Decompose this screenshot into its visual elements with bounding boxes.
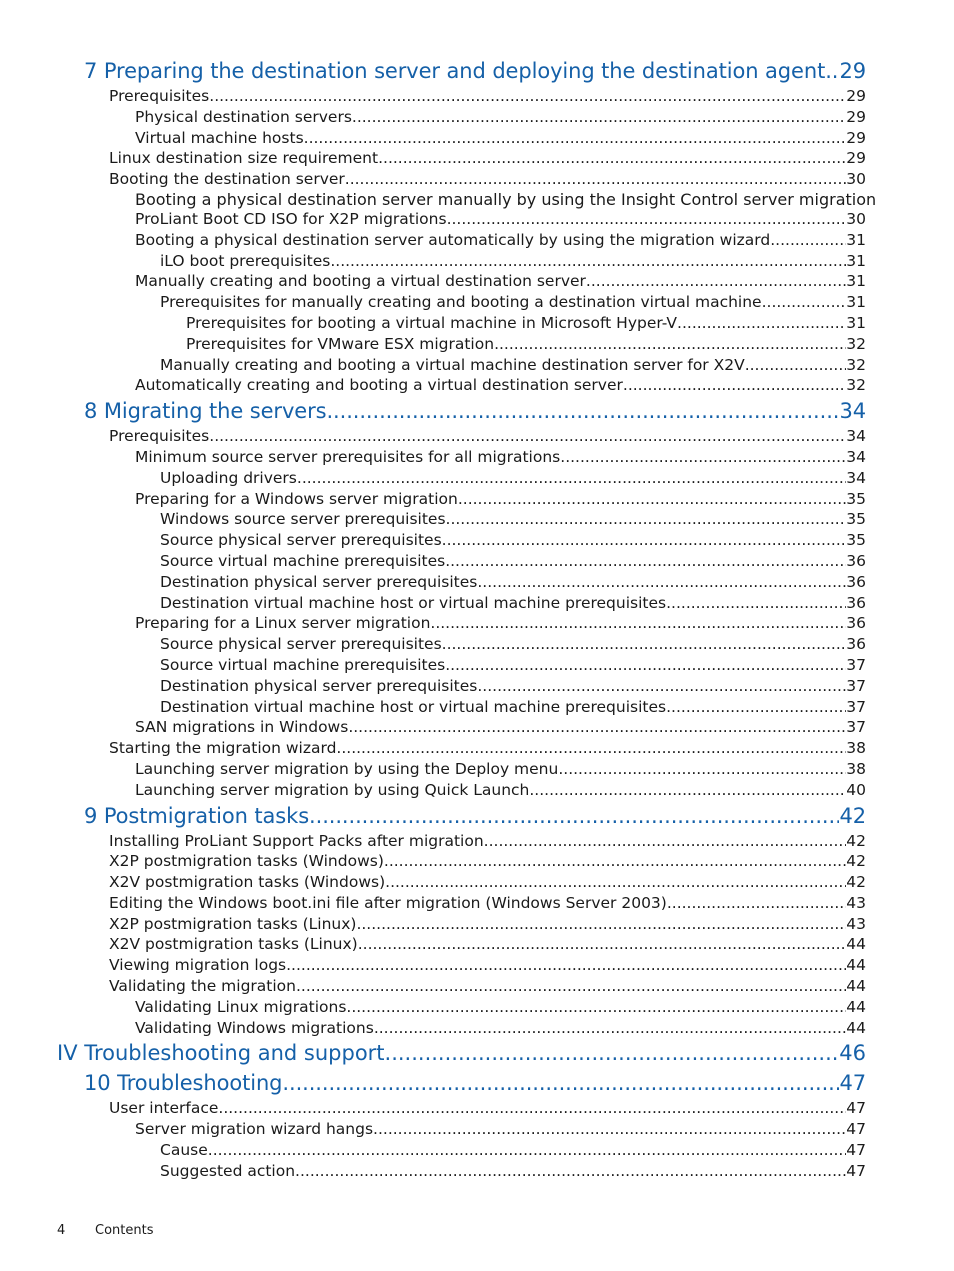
toc-entry-title: Suggested action: [160, 1161, 296, 1180]
toc-entry-title: Source physical server prerequisites: [160, 531, 442, 550]
toc-entry[interactable]: [0, 634, 954, 655]
toc-entry[interactable]: [0, 148, 954, 169]
dot-leader: [326, 396, 839, 426]
toc-entry-page: 30: [846, 209, 866, 228]
toc-entry-title: Editing the Windows boot.ini file after migration (Windows Server 2003): [109, 893, 667, 912]
table-of-contents: [0, 56, 954, 1182]
toc-entry-page: 44: [846, 935, 866, 954]
toc-entry-title: iLO boot prerequisites: [160, 251, 331, 270]
toc-entry-title: 8 Migrating the servers: [84, 399, 327, 424]
toc-entry-page: 35: [846, 489, 866, 508]
toc-entry[interactable]: [0, 1018, 954, 1039]
toc-entry[interactable]: [0, 831, 954, 852]
toc-heading-entry[interactable]: [0, 1068, 954, 1098]
toc-entry-page: 31: [846, 230, 866, 249]
toc-entry[interactable]: [0, 613, 954, 634]
toc-entry[interactable]: [0, 697, 954, 718]
toc-entry-page: 36: [846, 614, 866, 633]
dot-leader: [356, 914, 846, 935]
toc-entry-title: Prerequisites for manually creating and booting a destination virtual machine: [160, 293, 762, 312]
toc-entry[interactable]: [0, 738, 954, 759]
toc-entry[interactable]: [0, 271, 954, 292]
toc-entry[interactable]: [0, 169, 954, 190]
toc-entry[interactable]: [0, 355, 954, 376]
toc-entry-title: Prerequisites for VMware ESX migration: [186, 334, 495, 353]
toc-entry[interactable]: [0, 128, 954, 149]
toc-entry-page: 31: [846, 251, 866, 270]
toc-entry-page: 36: [846, 551, 866, 570]
dot-leader: [330, 251, 846, 272]
dot-leader: [586, 271, 846, 292]
toc-entry-title: Linux destination size requirement: [109, 149, 379, 168]
toc-entry[interactable]: [0, 489, 954, 510]
toc-entry[interactable]: [0, 509, 954, 530]
dot-leader: [770, 230, 846, 251]
toc-entry-page: 37: [846, 655, 866, 674]
toc-entry-page: 42: [846, 831, 866, 850]
toc-entry[interactable]: [0, 759, 954, 780]
dot-leader: [442, 634, 847, 655]
toc-entry-title: Preparing for a Linux server migration: [135, 614, 431, 633]
toc-entry-title: Launching server migration by using the Deploy menu: [135, 759, 559, 778]
toc-entry-title: Manually creating and booting a virtual machine destination server for X2V: [160, 355, 745, 374]
dot-leader: [345, 169, 846, 190]
toc-entry-page: 35: [846, 510, 866, 529]
toc-entry[interactable]: [0, 375, 954, 396]
toc-entry[interactable]: [0, 230, 954, 251]
toc-entry[interactable]: [0, 955, 954, 976]
toc-entry-page: 34: [846, 427, 866, 446]
toc-entry-page: 29: [846, 128, 866, 147]
toc-entry[interactable]: [0, 313, 954, 334]
toc-entry-page: 47: [846, 1141, 866, 1160]
toc-entry-title: Destination virtual machine host or virtual machine prerequisites: [160, 697, 667, 716]
toc-entry-page: 42: [846, 873, 866, 892]
toc-entry-title: Preparing for a Windows server migration: [135, 489, 458, 508]
toc-entry-title: Source virtual machine prerequisites: [160, 655, 446, 674]
toc-entry-page: 43: [846, 914, 866, 933]
toc-entry-title: IV Troubleshooting and support: [57, 1041, 385, 1066]
dot-leader: [745, 355, 847, 376]
toc-entry[interactable]: [0, 997, 954, 1018]
toc-entry-title: X2V postmigration tasks (Linux): [109, 935, 358, 954]
dot-leader: [358, 934, 847, 955]
toc-entry-page: 34: [839, 399, 866, 424]
dot-leader: [374, 1018, 846, 1039]
toc-entry-title: SAN migrations in Windows: [135, 718, 349, 737]
dot-leader: [825, 56, 839, 86]
dot-leader: [385, 1038, 840, 1068]
toc-entry-title: 7 Preparing the destination server and deploying the destination agent: [84, 59, 826, 83]
toc-entry-title: Validating Windows migrations: [135, 1018, 374, 1037]
toc-entry-page: 29: [846, 87, 866, 105]
toc-entry[interactable]: [0, 530, 954, 551]
footer-page-number: 4: [57, 1223, 66, 1238]
dot-leader: [286, 955, 846, 976]
toc-entry-title: Destination physical server prerequisites: [160, 676, 478, 695]
toc-entry[interactable]: [0, 1140, 954, 1161]
dot-leader: [209, 426, 846, 447]
toc-entry-page: 42: [846, 852, 866, 871]
dot-leader: [209, 86, 846, 107]
dot-leader: [208, 1140, 847, 1161]
toc-entry[interactable]: [0, 426, 954, 447]
toc-entry-page: 42: [839, 803, 866, 828]
dot-leader: [447, 209, 847, 230]
toc-entry-title: Validating Linux migrations: [135, 997, 347, 1016]
dot-leader: [295, 1161, 846, 1182]
toc-entry[interactable]: [0, 655, 954, 676]
toc-entry-title: Minimum source server prerequisites for all migrations: [135, 447, 561, 466]
toc-entry-page: 44: [846, 977, 866, 996]
toc-entry[interactable]: [0, 292, 954, 313]
toc-entry-page: 30: [846, 170, 866, 189]
toc-entry-page: 37: [846, 697, 866, 716]
toc-entry-page: 47: [846, 1120, 866, 1139]
toc-entry-title: Starting the migration wizard: [109, 739, 337, 758]
toc-entry[interactable]: [0, 1098, 954, 1119]
toc-entry[interactable]: [0, 1161, 954, 1182]
toc-entry[interactable]: [0, 1119, 954, 1140]
toc-entry-page: 36: [846, 635, 866, 654]
dot-leader: [446, 509, 847, 530]
dot-leader: [218, 1098, 846, 1119]
toc-entry-page: 44: [846, 1018, 866, 1037]
toc-entry-title: X2P postmigration tasks (Linux): [109, 914, 357, 933]
dot-leader: [494, 334, 846, 355]
toc-entry-page: 32: [846, 376, 866, 395]
dot-leader: [560, 447, 846, 468]
toc-entry-title: Viewing migration logs: [109, 956, 287, 975]
toc-heading-entry[interactable]: [0, 56, 954, 86]
toc-entry[interactable]: [0, 334, 954, 355]
toc-entry-page: 47: [839, 1071, 866, 1096]
page-footer: [57, 1223, 153, 1238]
dot-leader: [336, 738, 846, 759]
toc-entry-page: 34: [846, 447, 866, 466]
dot-leader: [666, 697, 846, 718]
toc-entry-page: 36: [846, 572, 866, 591]
toc-entry-title: Launching server migration by using Quick Launch: [135, 780, 530, 799]
toc-entry-title: User interface: [109, 1099, 219, 1118]
dot-leader: [348, 717, 846, 738]
toc-entry-page: 43: [846, 893, 866, 912]
toc-entry-page: 44: [846, 956, 866, 975]
dot-leader: [352, 107, 846, 128]
dot-leader: [762, 292, 847, 313]
dot-leader: [378, 148, 846, 169]
dot-leader: [297, 468, 846, 489]
toc-entry-title: ProLiant Boot CD ISO for X2P migrations: [135, 209, 447, 228]
toc-entry-title: Prerequisites: [109, 87, 210, 105]
toc-entry[interactable]: [0, 717, 954, 738]
toc-entry-page: 31: [846, 293, 866, 312]
dot-leader: [445, 551, 846, 572]
dot-leader: [309, 801, 839, 831]
toc-entry[interactable]: [0, 468, 954, 489]
toc-entry[interactable]: [0, 86, 954, 107]
dot-leader: [623, 375, 846, 396]
toc-entry-title: Physical destination servers: [135, 107, 352, 126]
toc-entry-title: Source virtual machine prerequisites: [160, 551, 446, 570]
toc-entry[interactable]: [0, 572, 954, 593]
dot-leader: [458, 489, 846, 510]
toc-entry-title: Cause: [160, 1141, 208, 1160]
toc-entry-page: 47: [846, 1099, 866, 1118]
dot-leader: [384, 851, 846, 872]
toc-entry[interactable]: [0, 107, 954, 128]
toc-entry[interactable]: [0, 914, 954, 935]
dot-leader: [529, 780, 846, 801]
toc-entry[interactable]: [0, 551, 954, 572]
toc-entry-title: Prerequisites for booting a virtual machine in Microsoft Hyper-V: [186, 313, 678, 332]
dot-leader: [558, 759, 846, 780]
toc-entry-page: 31: [846, 272, 866, 291]
toc-entry-page: 37: [846, 718, 866, 737]
dot-leader: [282, 1068, 839, 1098]
dot-leader: [346, 997, 846, 1018]
dot-leader: [445, 655, 846, 676]
toc-entry[interactable]: [0, 893, 954, 914]
toc-entry-page: 29: [846, 149, 866, 168]
toc-heading-entry[interactable]: [0, 396, 954, 426]
toc-entry-page: 29: [839, 59, 866, 83]
toc-entry-title: Prerequisites: [109, 427, 210, 446]
toc-entry[interactable]: [0, 780, 954, 801]
toc-entry-title: Destination virtual machine host or virtual machine prerequisites: [160, 593, 667, 612]
toc-entry-title: Source physical server prerequisites: [160, 635, 442, 654]
toc-entry-title: Uploading drivers: [160, 468, 297, 487]
toc-entry-page: 40: [846, 780, 866, 799]
toc-entry[interactable]: [0, 676, 954, 697]
toc-entry-page: 44: [846, 997, 866, 1016]
toc-entry-title: Manually creating and booting a virtual destination server: [135, 272, 586, 291]
toc-entry-page: 34: [846, 468, 866, 487]
toc-entry-title: Booting a physical destination server automatically by using the migration wizard: [135, 230, 771, 249]
toc-entry-title: 9 Postmigration tasks: [84, 803, 310, 828]
toc-entry-page: 37: [846, 676, 866, 695]
toc-entry-page: 38: [846, 739, 866, 758]
toc-entry-page: 38: [846, 759, 866, 778]
toc-entry-title: Windows source server prerequisites: [160, 510, 446, 529]
toc-entry[interactable]: [0, 251, 954, 272]
toc-entry-page: 36: [846, 593, 866, 612]
toc-entry-title: X2V postmigration tasks (Windows): [109, 873, 386, 892]
dot-leader: [477, 572, 846, 593]
toc-entry[interactable]: [0, 190, 954, 230]
toc-entry[interactable]: [0, 872, 954, 893]
toc-entry-title: Validating the migration: [109, 977, 296, 996]
dot-leader: [304, 128, 847, 149]
dot-leader: [373, 1119, 846, 1140]
toc-entry-page: 46: [839, 1041, 866, 1066]
dot-leader: [442, 530, 847, 551]
dot-leader: [677, 313, 846, 334]
toc-entry-page: 32: [846, 334, 866, 353]
toc-entry-title: 10 Troubleshooting: [84, 1071, 283, 1096]
dot-leader: [385, 872, 846, 893]
toc-entry[interactable]: [0, 934, 954, 955]
toc-heading-entry[interactable]: [0, 801, 954, 831]
toc-entry-page: 47: [846, 1161, 866, 1180]
dot-leader: [666, 593, 846, 614]
dot-leader: [477, 676, 846, 697]
dot-leader: [484, 831, 847, 852]
dot-leader: [430, 613, 846, 634]
toc-entry-title: X2P postmigration tasks (Windows): [109, 852, 384, 871]
toc-entry-page: 35: [846, 531, 866, 550]
toc-entry[interactable]: [0, 593, 954, 614]
toc-entry-page: 29: [846, 107, 866, 126]
toc-entry-title-line1: Booting a physical destination server manually by using the Insight Control server migration: [135, 189, 877, 209]
toc-heading-entry[interactable]: [0, 1038, 954, 1068]
toc-entry-title: Automatically creating and booting a virtual destination server: [135, 376, 623, 395]
dot-leader: [667, 893, 846, 914]
toc-entry-title: Booting the destination server: [109, 170, 345, 189]
toc-entry[interactable]: [0, 447, 954, 468]
dot-leader: [296, 976, 846, 997]
toc-entry[interactable]: [0, 976, 954, 997]
toc-entry-title: Destination physical server prerequisites: [160, 572, 478, 591]
toc-entry-title: Installing ProLiant Support Packs after migration: [109, 831, 484, 850]
toc-entry[interactable]: [0, 851, 954, 872]
toc-entry-title: Virtual machine hosts: [135, 128, 304, 147]
toc-entry-title: Server migration wizard hangs: [135, 1120, 374, 1139]
toc-entry-page: 32: [846, 355, 866, 374]
toc-entry-page: 31: [846, 313, 866, 332]
footer-section-label: Contents: [95, 1223, 154, 1238]
